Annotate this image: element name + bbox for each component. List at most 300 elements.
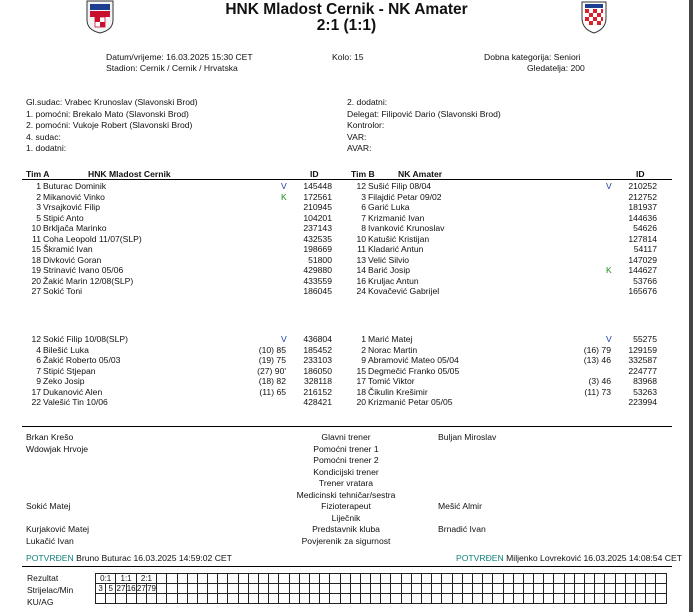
match-round: Kolo: 15 bbox=[332, 52, 364, 62]
player-number: 4 bbox=[36, 344, 41, 355]
player-name: Buturac Dominik bbox=[43, 181, 107, 191]
empty-cell bbox=[371, 574, 381, 584]
empty-cell bbox=[544, 584, 554, 594]
player-name: Velić Silvio bbox=[368, 254, 410, 265]
player-name: Barić Josip bbox=[368, 265, 411, 275]
player-number: 27 bbox=[31, 286, 41, 296]
empty-cell bbox=[289, 594, 299, 604]
empty-cell bbox=[320, 584, 330, 594]
player-number: 18 bbox=[356, 386, 366, 397]
empty-cell bbox=[248, 574, 258, 584]
player-id: 145448 bbox=[303, 181, 332, 191]
player-id: 54117 bbox=[633, 244, 657, 254]
empty-cell bbox=[299, 574, 309, 584]
player-id: 436804 bbox=[303, 334, 332, 344]
empty-cell bbox=[228, 594, 238, 604]
empty-cell bbox=[503, 594, 513, 604]
player-number: 15 bbox=[356, 365, 366, 376]
empty-cell bbox=[177, 594, 187, 604]
empty-cell bbox=[595, 594, 605, 604]
empty-cell bbox=[635, 594, 645, 604]
player-id: 210945 bbox=[303, 202, 332, 212]
player-id: 127814 bbox=[628, 233, 657, 244]
empty-cell bbox=[228, 574, 238, 584]
player-name: Bilešić Luka bbox=[43, 344, 89, 355]
player-number: 3 bbox=[361, 191, 366, 202]
player-name: Stipić Anto bbox=[43, 212, 84, 223]
staff-away: Buljan Miroslav bbox=[438, 432, 497, 442]
sub-info: (16) 79 bbox=[583, 344, 611, 355]
empty-cell bbox=[483, 574, 493, 584]
player-name: Sokić Toni bbox=[43, 286, 83, 296]
empty-cell bbox=[238, 574, 248, 584]
empty-cell bbox=[422, 594, 432, 604]
official-left: 4. sudac: bbox=[26, 131, 61, 142]
player-name: Mikanović Vinko bbox=[43, 191, 105, 202]
player-id: 104201 bbox=[303, 212, 332, 223]
sub-info: (10) 85 bbox=[258, 344, 286, 355]
empty-cell bbox=[523, 594, 533, 604]
empty-cell bbox=[646, 584, 656, 594]
player-id: 144627 bbox=[628, 265, 657, 275]
empty-cell bbox=[605, 584, 615, 594]
confirmation-a-text: Bruno Buturac 16.03.2025 14:59:02 CET bbox=[76, 553, 232, 563]
empty-cell bbox=[493, 594, 503, 604]
scoring-grid bbox=[95, 573, 667, 604]
empty-cell bbox=[493, 574, 503, 584]
empty-cell bbox=[289, 574, 299, 584]
empty-cell bbox=[289, 584, 299, 594]
player-row bbox=[0, 181, 693, 192]
empty-cell bbox=[585, 584, 595, 594]
empty-cell bbox=[391, 594, 401, 604]
staff-role: Pomoćni trener 1 bbox=[313, 443, 379, 454]
player-id: 216152 bbox=[303, 386, 332, 397]
player-name: Coha Leopold 11/07(SLP) bbox=[43, 233, 142, 244]
player-number: 2 bbox=[361, 344, 366, 355]
player-role-mark: V bbox=[281, 181, 287, 191]
player-number: 7 bbox=[36, 365, 41, 376]
empty-cell bbox=[177, 574, 187, 584]
empty-cell bbox=[554, 584, 564, 594]
empty-cell bbox=[615, 574, 625, 584]
empty-cell bbox=[534, 584, 544, 594]
empty-cell bbox=[452, 584, 462, 594]
empty-cell bbox=[330, 574, 340, 584]
empty-cell bbox=[554, 574, 564, 584]
empty-cell bbox=[411, 584, 421, 594]
empty-cell bbox=[208, 574, 218, 584]
player-name: Sokić Filip 10/08(SLP) bbox=[43, 334, 129, 344]
player-number: 8 bbox=[361, 223, 366, 233]
confirmation-b-status: POTVRĐEN bbox=[456, 553, 504, 563]
scorer-row bbox=[96, 584, 667, 594]
team-b-name: NK Amater bbox=[398, 169, 443, 179]
staff-role: Pomoćni trener 2 bbox=[313, 455, 379, 465]
player-row bbox=[0, 192, 693, 203]
empty-cell bbox=[605, 574, 615, 584]
match-title: HNK Mladost Cernik - NK Amater bbox=[225, 1, 468, 18]
player-name: Vrsajković Filip bbox=[43, 202, 100, 212]
empty-cell bbox=[574, 594, 584, 604]
player-name: Kruljac Antun bbox=[368, 275, 419, 286]
empty-cell bbox=[309, 574, 319, 584]
sub-info: (13) 46 bbox=[583, 355, 611, 365]
player-id: 432535 bbox=[303, 233, 332, 244]
empty-cell bbox=[625, 584, 635, 594]
player-number: 7 bbox=[361, 212, 366, 223]
empty-cell bbox=[330, 584, 340, 594]
match-category: Dobna kategorija: Seniori bbox=[484, 52, 581, 62]
official-right: AVAR: bbox=[347, 143, 372, 154]
empty-cell bbox=[422, 584, 432, 594]
player-id: 51800 bbox=[308, 254, 332, 265]
empty-cell bbox=[360, 584, 370, 594]
player-row bbox=[0, 255, 693, 266]
empty-cell bbox=[401, 584, 411, 594]
empty-cell bbox=[157, 594, 167, 604]
empty-cell bbox=[472, 574, 482, 584]
empty-cell bbox=[462, 574, 472, 584]
staff-role: Glavni trener bbox=[321, 432, 371, 442]
staff-home: Lukačić Ivan bbox=[26, 535, 74, 546]
empty-cell bbox=[157, 584, 167, 594]
empty-cell bbox=[320, 594, 330, 604]
empty-cell bbox=[197, 574, 207, 584]
empty-cell bbox=[432, 594, 442, 604]
player-id: 83968 bbox=[633, 376, 657, 386]
player-id: 144636 bbox=[628, 212, 657, 223]
empty-cell bbox=[279, 574, 289, 584]
player-number: 11 bbox=[357, 244, 366, 254]
official-left: Gl.sudac: Vrabec Krunoslav (Slavonski Brod) bbox=[26, 97, 198, 107]
scorer-cell: 16 bbox=[126, 584, 136, 593]
confirmation-a-status: POTVRĐEN bbox=[26, 553, 74, 563]
official-right: VAR: bbox=[347, 131, 367, 142]
empty-cell bbox=[330, 594, 340, 604]
empty-cell bbox=[228, 584, 238, 594]
sub-info: (3) 46 bbox=[588, 376, 611, 386]
ku-ag-row bbox=[96, 594, 667, 604]
empty-cell bbox=[187, 574, 197, 584]
result-cell: 1:1 bbox=[116, 574, 136, 584]
scorer-cell: 27 bbox=[116, 584, 126, 593]
player-name: Sušić Filip 08/04 bbox=[368, 181, 432, 191]
player-id: 212752 bbox=[628, 191, 657, 202]
empty-cell bbox=[340, 584, 350, 594]
player-name: Kladarić Antun bbox=[368, 244, 424, 254]
empty-cell bbox=[259, 594, 269, 604]
player-name: Dukanović Alen bbox=[43, 386, 103, 397]
empty-cell bbox=[523, 584, 533, 594]
player-role-mark: K bbox=[281, 191, 287, 202]
substitute-row bbox=[0, 387, 693, 398]
empty-cell bbox=[299, 594, 309, 604]
empty-cell bbox=[472, 584, 482, 594]
empty-cell bbox=[401, 574, 411, 584]
player-name: Ivanković Krunoslav bbox=[368, 223, 445, 233]
player-name: Kovačević Gabrijel bbox=[368, 286, 440, 296]
page-edge bbox=[689, 0, 693, 612]
player-number: 10 bbox=[356, 233, 366, 244]
empty-cell bbox=[564, 594, 574, 604]
empty-cell bbox=[381, 584, 391, 594]
official-right: Delegat: Filipović Dario (Slavonski Brod) bbox=[347, 108, 501, 119]
empty-cell bbox=[595, 574, 605, 584]
official-right: 2. dodatni: bbox=[347, 97, 388, 107]
staff-away: Mešić Almir bbox=[438, 501, 482, 511]
lineup-header-divider bbox=[22, 179, 672, 180]
player-number: 3 bbox=[36, 202, 41, 212]
empty-cell bbox=[218, 594, 228, 604]
player-id: 332587 bbox=[628, 355, 657, 365]
substitute-row bbox=[0, 345, 693, 356]
empty-cell bbox=[146, 594, 156, 604]
empty-cell bbox=[136, 594, 146, 604]
empty-cell bbox=[401, 594, 411, 604]
empty-cell bbox=[391, 574, 401, 584]
empty-cell bbox=[259, 574, 269, 584]
empty-cell bbox=[238, 584, 248, 594]
team-a-id-header: ID bbox=[310, 169, 319, 179]
player-id: 223994 bbox=[628, 397, 657, 407]
player-row bbox=[0, 244, 693, 255]
empty-cell bbox=[309, 594, 319, 604]
empty-cell bbox=[248, 584, 258, 594]
player-number: 16 bbox=[356, 275, 366, 286]
player-row bbox=[0, 276, 693, 287]
empty-cell bbox=[157, 574, 167, 584]
empty-cell bbox=[106, 594, 116, 604]
empty-cell bbox=[116, 594, 126, 604]
empty-cell bbox=[269, 594, 279, 604]
player-number: 15 bbox=[31, 244, 41, 254]
player-number: 2 bbox=[36, 191, 41, 202]
player-id: 55275 bbox=[633, 334, 657, 344]
player-number: 9 bbox=[36, 376, 41, 386]
player-role-mark: K bbox=[606, 265, 612, 275]
empty-cell bbox=[462, 584, 472, 594]
scorer-cell: 5 bbox=[106, 584, 116, 594]
player-id: 181937 bbox=[628, 202, 657, 212]
empty-cell bbox=[422, 574, 432, 584]
empty-cell bbox=[656, 574, 666, 584]
player-name: Degmečić Franko 05/05 bbox=[368, 365, 460, 376]
player-row bbox=[0, 213, 693, 224]
player-number: 6 bbox=[361, 202, 366, 212]
staff-role: Trener vratara bbox=[318, 478, 374, 488]
substitute-row bbox=[0, 376, 693, 387]
empty-cell bbox=[625, 574, 635, 584]
empty-cell bbox=[513, 574, 523, 584]
player-row bbox=[0, 234, 693, 245]
scorer-cell: 3 bbox=[96, 584, 106, 594]
staff-role: Fizioterapeut bbox=[321, 501, 371, 511]
empty-cell bbox=[309, 584, 319, 594]
empty-cell bbox=[656, 594, 666, 604]
player-id: 53766 bbox=[633, 275, 657, 286]
player-id: 428421 bbox=[303, 397, 332, 407]
empty-cell bbox=[523, 574, 533, 584]
player-id: 186050 bbox=[303, 365, 332, 376]
player-role-mark: V bbox=[281, 334, 287, 344]
staff-home: Wdowjak Hrvoje bbox=[26, 443, 89, 454]
player-id: 165676 bbox=[628, 286, 657, 296]
empty-cell bbox=[544, 574, 554, 584]
empty-cell bbox=[238, 594, 248, 604]
player-name: Garić Luka bbox=[368, 202, 410, 212]
ku-ag-label: KU/AG bbox=[27, 597, 54, 607]
player-number: 12 bbox=[356, 181, 366, 191]
sub-info: (27) 90' bbox=[257, 365, 286, 376]
confirmation-b bbox=[456, 553, 682, 563]
empty-cell bbox=[595, 584, 605, 594]
player-number: 20 bbox=[31, 275, 41, 286]
scoring-divider bbox=[22, 566, 672, 567]
player-name: Zeko Josip bbox=[43, 376, 85, 386]
team-a-name: HNK Mladost Cernik bbox=[88, 169, 171, 179]
empty-cell bbox=[656, 584, 666, 594]
player-id: 129159 bbox=[628, 344, 657, 355]
empty-cell bbox=[615, 584, 625, 594]
player-name: Abramović Mateo 05/04 bbox=[368, 355, 459, 365]
empty-cell bbox=[269, 584, 279, 594]
scorer-cell: 79 bbox=[147, 584, 156, 593]
empty-cell bbox=[360, 574, 370, 584]
player-number: 9 bbox=[361, 355, 366, 365]
empty-cell bbox=[381, 574, 391, 584]
empty-cell bbox=[432, 584, 442, 594]
empty-cell bbox=[197, 594, 207, 604]
empty-cell bbox=[340, 594, 350, 604]
player-name: Divković Goran bbox=[43, 254, 102, 265]
player-id: 198669 bbox=[303, 244, 332, 254]
empty-cell bbox=[564, 584, 574, 594]
empty-cell bbox=[462, 594, 472, 604]
player-id: 233103 bbox=[303, 355, 332, 365]
sub-info: (19) 75 bbox=[258, 355, 286, 365]
result-row bbox=[96, 574, 667, 584]
empty-cell bbox=[197, 584, 207, 594]
empty-cell bbox=[411, 594, 421, 604]
player-number: 20 bbox=[356, 397, 366, 407]
empty-cell bbox=[187, 584, 197, 594]
empty-cell bbox=[269, 574, 279, 584]
empty-cell bbox=[503, 574, 513, 584]
empty-cell bbox=[574, 584, 584, 594]
player-number: 6 bbox=[36, 355, 41, 365]
empty-cell bbox=[564, 574, 574, 584]
empty-cell bbox=[320, 574, 330, 584]
player-name: Tomić Viktor bbox=[368, 376, 415, 386]
empty-cell bbox=[534, 574, 544, 584]
empty-cell bbox=[483, 594, 493, 604]
empty-cell bbox=[218, 574, 228, 584]
empty-cell bbox=[167, 584, 177, 594]
official-left: 2. pomoćni: Vukoje Robert (Slavonski Brod) bbox=[26, 120, 193, 131]
official-right: Kontrolor: bbox=[347, 120, 385, 131]
staff-away: Brnadić Ivan bbox=[438, 524, 486, 534]
player-name: Norac Martin bbox=[368, 344, 418, 355]
player-row bbox=[0, 286, 693, 297]
empty-cell bbox=[635, 584, 645, 594]
match-spectators: Gledatelja: 200 bbox=[527, 63, 585, 73]
player-number: 11 bbox=[32, 233, 41, 244]
player-name: Katušić Kristijan bbox=[368, 233, 430, 244]
empty-cell bbox=[585, 594, 595, 604]
empty-cell bbox=[248, 594, 258, 604]
staff-role: Medicinski tehničar/sestra bbox=[296, 489, 396, 500]
empty-cell bbox=[635, 574, 645, 584]
empty-cell bbox=[340, 574, 350, 584]
player-role-mark: V bbox=[606, 334, 612, 344]
player-number: 17 bbox=[356, 376, 366, 386]
player-number: 24 bbox=[356, 286, 366, 296]
scorer-label: Strijelac/Min bbox=[27, 585, 74, 595]
empty-cell bbox=[391, 584, 401, 594]
empty-cell bbox=[452, 594, 462, 604]
player-number: 10 bbox=[31, 223, 41, 233]
substitute-row bbox=[0, 397, 693, 408]
empty-cell bbox=[585, 574, 595, 584]
confirmation-b-text: Miljenko Lovreković 16.03.2025 14:08:54 CET bbox=[506, 553, 682, 563]
empty-cell bbox=[625, 594, 635, 604]
empty-cell bbox=[208, 584, 218, 594]
empty-cell bbox=[167, 574, 177, 584]
player-name: Valešić Tin 10/06 bbox=[43, 397, 108, 407]
player-number: 12 bbox=[31, 334, 41, 344]
player-number: 5 bbox=[36, 212, 41, 223]
player-row bbox=[0, 265, 693, 276]
player-role-mark: V bbox=[606, 181, 612, 191]
player-number: 1 bbox=[361, 334, 366, 344]
empty-cell bbox=[126, 594, 136, 604]
empty-cell bbox=[503, 584, 513, 594]
empty-cell bbox=[615, 594, 625, 604]
empty-cell bbox=[350, 574, 360, 584]
empty-cell bbox=[472, 594, 482, 604]
official-left: 1. pomoćni: Brekalo Mato (Slavonski Brod) bbox=[26, 108, 189, 119]
player-name: Žakić Roberto 05/03 bbox=[43, 355, 121, 365]
empty-cell bbox=[442, 574, 452, 584]
player-number: 18 bbox=[31, 254, 41, 265]
player-name: Filajdić Petar 09/02 bbox=[368, 191, 442, 202]
empty-cell bbox=[187, 594, 197, 604]
match-stadium: Stadion: Cernik / Cernik / Hrvatska bbox=[106, 63, 238, 73]
team-b-id-header: ID bbox=[636, 169, 645, 179]
empty-cell bbox=[432, 574, 442, 584]
player-number: 1 bbox=[36, 181, 41, 191]
empty-cell bbox=[371, 584, 381, 594]
team-a-label: Tim A bbox=[26, 169, 50, 179]
empty-cell bbox=[279, 584, 289, 594]
player-id: 210252 bbox=[628, 181, 657, 191]
staff-role: Povjerenik za sigurnost bbox=[301, 535, 391, 546]
player-id: 186045 bbox=[303, 286, 332, 296]
empty-cell bbox=[411, 574, 421, 584]
player-name: Škramić Ivan bbox=[43, 244, 93, 254]
empty-cell bbox=[442, 594, 452, 604]
empty-cell bbox=[646, 594, 656, 604]
empty-cell bbox=[452, 574, 462, 584]
player-id: 433559 bbox=[303, 275, 332, 286]
staff-home: Sokić Matej bbox=[26, 501, 71, 511]
result-label: Rezultat bbox=[27, 573, 59, 583]
player-id: 328118 bbox=[303, 376, 332, 386]
player-name: Marić Matej bbox=[368, 334, 413, 344]
empty-cell bbox=[360, 594, 370, 604]
player-id: 185452 bbox=[303, 344, 332, 355]
